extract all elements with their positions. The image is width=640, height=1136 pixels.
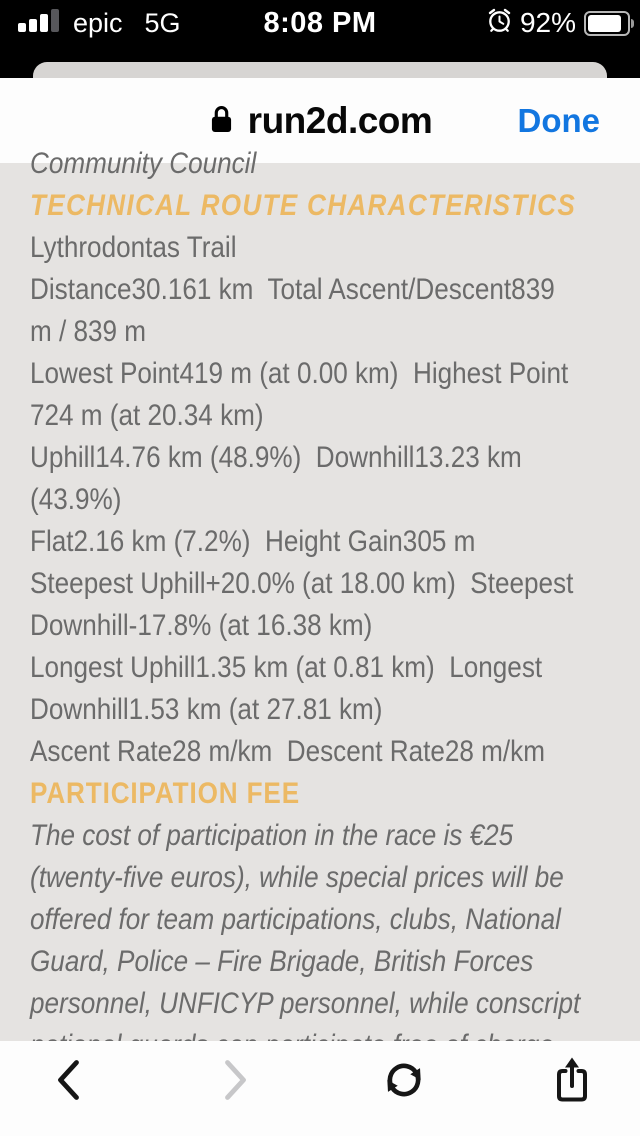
back-button[interactable]	[42, 1055, 94, 1107]
content-line: Guard, Police – Fire Brigade, British Forces	[30, 945, 534, 978]
reload-icon	[381, 1057, 427, 1106]
content-line: Community Council	[30, 147, 257, 180]
network-type-label: 5G	[144, 7, 181, 38]
content-line: Lowest Point419 m (at 0.00 km) Highest Point	[30, 357, 569, 390]
alarm-clock-icon	[486, 7, 513, 39]
battery-percent-label: 92%	[519, 7, 576, 38]
content-line: 724 m (at 20.34 km)	[30, 399, 264, 432]
content-line: Uphill14.76 km (48.9%) Downhill13.23 km	[30, 441, 522, 474]
content-line: Ascent Rate28 m/km Descent Rate28 m/km	[30, 735, 545, 768]
section-heading: TECHNICAL ROUTE CHARACTERISTICS	[30, 189, 577, 222]
section-heading: PARTICIPATION FEE	[30, 777, 300, 810]
content-line: Downhill1.53 km (at 27.81 km)	[30, 693, 383, 726]
chevron-right-icon	[223, 1058, 249, 1105]
address-domain: run2d.com	[247, 99, 433, 141]
content-line: Downhill-17.8% (at 16.38 km)	[30, 609, 373, 642]
content-line: Flat2.16 km (7.2%) Height Gain305 m	[30, 525, 476, 558]
content-line: Distance30.161 km Total Ascent/Descent839	[30, 273, 555, 306]
web-content-scroll-area[interactable]	[0, 147, 640, 1041]
reload-button[interactable]	[378, 1055, 430, 1107]
content-line: personnel, UNFICYP personnel, while conscript	[30, 987, 581, 1020]
battery-icon	[584, 11, 630, 36]
lock-icon	[208, 102, 235, 140]
content-line: m / 839 m	[30, 315, 147, 348]
status-bar	[0, 0, 640, 62]
content-line: Longest Uphill1.35 km (at 0.81 km) Longest	[30, 651, 543, 684]
content-line: offered for team participations, clubs, National	[30, 903, 561, 936]
share-button[interactable]	[546, 1055, 598, 1107]
done-button[interactable]: Done	[518, 78, 601, 163]
browser-toolbar	[0, 1041, 640, 1136]
clock-time: 8:08 PM	[263, 7, 377, 39]
safari-view-sheet	[0, 78, 640, 1136]
content-line: (43.9%)	[30, 483, 122, 516]
content-line: The cost of participation in the race is €25	[30, 819, 514, 852]
chevron-left-icon	[55, 1058, 81, 1105]
forward-button[interactable]	[210, 1055, 262, 1107]
content-line: Steepest Uphill+20.0% (at 18.00 km) Steepest	[30, 567, 574, 600]
share-icon	[552, 1055, 592, 1108]
carrier-label: epic	[73, 7, 123, 38]
page-text	[30, 143, 581, 1067]
content-line: (twenty-five euros), while special prices will be	[30, 861, 564, 894]
content-line: Lythrodontas Trail	[30, 231, 237, 264]
